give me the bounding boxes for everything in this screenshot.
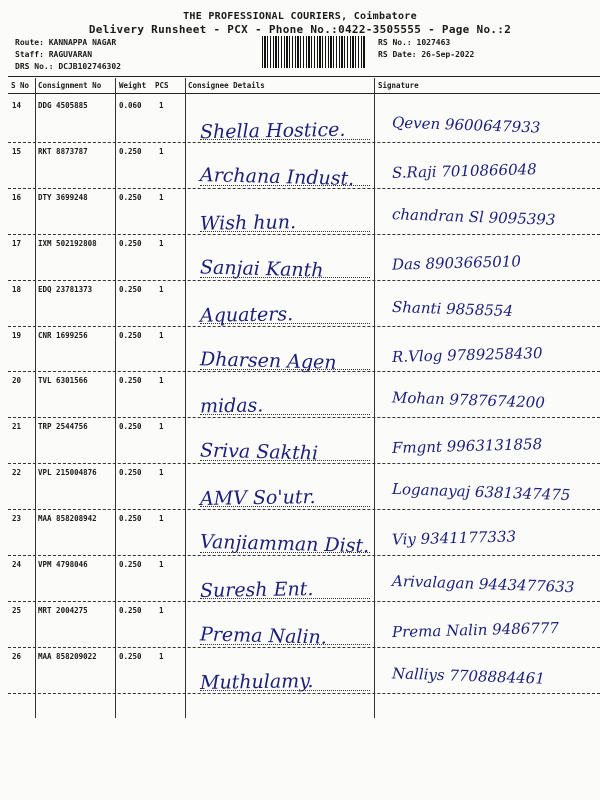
route-label: Route: KANNAPPA NAGAR [15,38,117,47]
row-pcs: 1 [159,560,164,569]
row-separator [8,555,600,556]
consignee-underline [200,277,370,278]
row-weight: 0.250 [119,146,142,156]
row-separator [8,693,600,694]
row-separator [8,647,600,648]
consignee-underline [200,185,370,186]
row-consignee-handwriting: Wish hun. [199,210,297,235]
row-weight: 0.250 [119,330,142,340]
row-consignment: MAA 858209022 [38,651,97,661]
row-signature: Mohan 9787674200 [391,388,546,413]
row-pcs: 1 [159,468,164,478]
consignee-underline [200,690,370,691]
col-signature: Signature [378,81,419,90]
consignee-underline [200,598,370,599]
row-weight: 0.250 [119,468,142,478]
row-pcs: 1 [159,605,164,615]
row-signature: Shanti 9858554 [391,297,514,320]
row-sno: 19 [12,330,22,340]
row-weight: 0.250 [119,238,142,248]
row-weight: 0.250 [119,514,142,524]
col-consignment: Consignment No [38,81,102,90]
row-weight: 0.250 [119,651,142,661]
row-pcs: 1 [159,330,164,340]
row-separator [8,463,600,464]
row-separator [8,371,600,372]
row-pcs: 1 [159,284,164,294]
row-consignee-handwriting: Sanjai Kanth [199,256,324,282]
row-signature: Prema Nalin 9486777 [391,618,560,642]
row-consignment: DDG 4505885 [38,101,88,110]
row-consignment: EDQ 23781373 [38,284,93,294]
col-weight: Weight [119,81,147,90]
row-sno: 20 [12,376,22,386]
row-consignee-handwriting: Sriva Sakthi [199,439,319,465]
row-consignment: TVL 6301566 [38,376,88,386]
row-sno: 14 [12,101,22,110]
row-separator [8,234,600,235]
row-consignee-handwriting: midas. [199,394,264,418]
row-pcs: 1 [159,651,164,661]
row-weight: 0.250 [119,284,142,294]
table-top-rule [8,76,600,77]
row-separator [8,326,600,327]
col-divider [185,78,186,718]
staff-label: Staff: RAGUVARAN [15,50,93,59]
row-sno: 15 [12,146,22,156]
row-pcs: 1 [159,238,164,248]
consignee-underline [200,231,370,232]
runsheet-subtitle: Delivery Runsheet - PCX - Phone No.:0422-3505555 - Page No.:2 [88,23,512,36]
row-sno: 26 [12,651,22,661]
row-signature: Qeven 9600647933 [391,113,541,137]
row-signature: Das 8903665010 [391,252,522,274]
row-pcs: 1 [159,101,164,110]
row-consignment: VPM 4798046 [38,560,88,569]
row-consignment: IXM 502192808 [38,238,97,248]
row-weight: 0.250 [119,192,142,202]
row-pcs: 1 [159,422,164,432]
rs-number: RS No.: 1027463 [378,38,451,47]
row-signature: R.Vlog 9789258430 [391,343,543,366]
col-divider [374,78,375,718]
consignee-underline [200,552,370,553]
row-separator [8,417,600,418]
row-consignee-handwriting: Vanjiamman Dist. [199,530,370,558]
row-consignment: DTY 3699248 [38,192,88,202]
rs-date: RS Date: 26-Sep-2022 [378,50,475,59]
row-signature: chandran Sl 9095393 [391,204,556,229]
consignee-underline [200,139,370,140]
row-separator [8,509,600,510]
row-separator [8,280,600,281]
row-pcs: 1 [159,192,164,202]
row-weight: 0.250 [119,422,142,432]
row-sno: 24 [12,560,22,569]
barcode-image [262,36,366,68]
row-pcs: 1 [159,376,164,386]
row-consignee-handwriting: Muthulamy. [199,669,314,694]
row-consignment: CNR 1699256 [38,330,88,340]
row-separator [8,601,600,602]
row-signature: S.Raji 7010866048 [391,159,537,182]
row-consignee-handwriting: Prema Nalin. [199,623,328,649]
row-signature: Fmgnt 9963131858 [391,435,543,458]
row-signature: Nalliys 7708884461 [391,664,546,688]
row-consignment: MAA 858208942 [38,514,97,524]
row-sno: 17 [12,238,22,248]
row-sno: 25 [12,605,22,615]
row-consignee-handwriting: Shella Hostice. [199,118,346,144]
row-pcs: 1 [159,514,164,524]
row-separator [8,188,600,189]
row-weight: 0.060 [119,101,142,110]
company-title: THE PROFESSIONAL COURIERS, Coimbatore [183,11,417,22]
row-weight: 0.250 [119,376,142,386]
row-consignment: MRT 2004275 [38,605,88,615]
row-sno: 18 [12,284,22,294]
consignee-underline [200,460,370,461]
drs-label: DRS No.: DCJB102746302 [15,62,121,71]
consignee-underline [200,369,370,370]
consignee-underline [200,644,370,645]
row-consignee-handwriting: AMV So'utr. [199,486,316,511]
row-consignee-handwriting: Aquaters. [199,302,294,327]
row-consignee-handwriting: Archana Indust. [199,163,355,190]
consignee-underline [200,323,370,324]
col-sno: S No [11,81,30,90]
col-divider [115,78,116,718]
row-signature: Loganayaj 6381347475 [391,480,571,505]
col-divider [35,78,36,718]
col-pcs: PCS [155,81,169,90]
row-sno: 23 [12,514,22,524]
col-consignee: Consignee Details [188,81,265,90]
row-sno: 22 [12,468,22,478]
row-consignment: RKT 8873787 [38,146,88,156]
row-consignment: TRP 2544756 [38,422,88,432]
header-bottom-rule [8,93,600,94]
row-consignment: VPL 215004876 [38,468,97,478]
row-consignee-handwriting: Dharsen Agen [199,347,337,374]
row-signature: Viy 9341177333 [391,527,517,549]
consignee-underline [200,414,370,415]
row-sno: 21 [12,422,22,432]
row-weight: 0.250 [119,560,142,569]
row-consignee-handwriting: Suresh Ent. [199,578,314,602]
consignee-underline [200,506,370,507]
row-sno: 16 [12,192,22,202]
row-pcs: 1 [159,146,164,156]
row-signature: Arivalagan 9443477633 [391,571,575,597]
row-weight: 0.250 [119,605,142,615]
row-separator [8,142,600,143]
